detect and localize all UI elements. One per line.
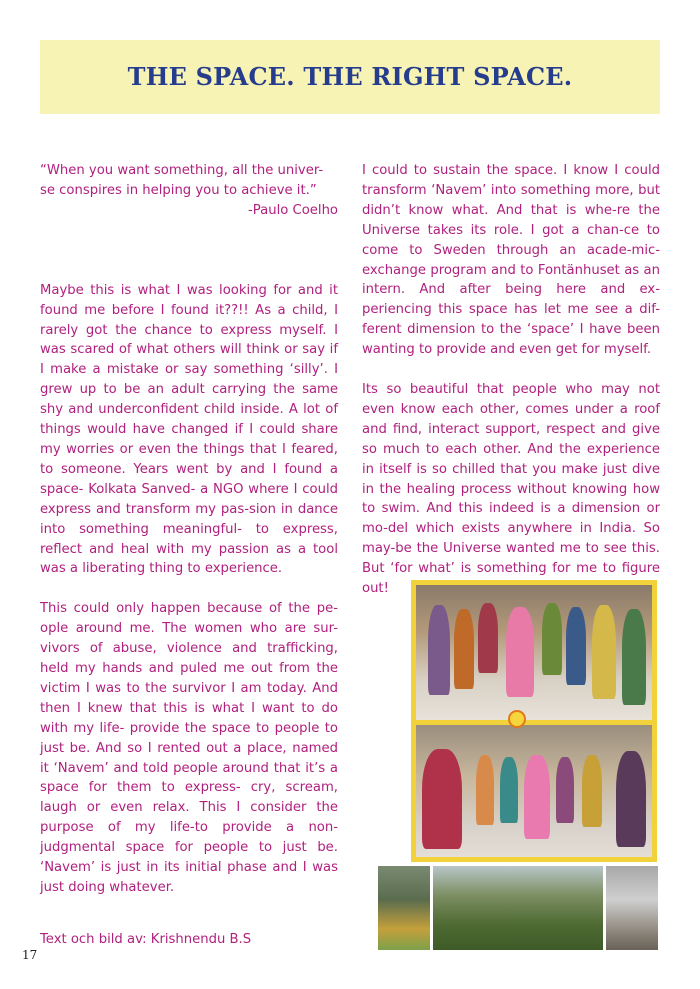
photo-collage (411, 580, 657, 862)
right-column (362, 161, 660, 360)
portrait-photo (378, 866, 430, 950)
page-title: THE SPACE. THE RIGHT SPACE. (127, 62, 573, 91)
logo-icon (508, 710, 526, 728)
page-number: 17 (22, 948, 38, 962)
left-paragraph-2: This could only happen because of the pe-ople around me. The women who are sur-vivors of abuse, violence and trafficking, held my hands and puled me out from the victim I was to the survivor I am today. And then I knew that this is what I want to do with my life- provide the space to people to just be. And so I rented out a place, named it ‘Navem’ and told people around that it’s a space for them to express- cry, scream, laugh or even relax. This I consider the purpose of my life-to provide a non-judgmental space for people to just be. ‘Navem’ is just in its initial phase and I was just doing whatever. (40, 601, 338, 895)
left-column (40, 161, 338, 898)
group-photo-bottom (416, 725, 652, 857)
group-photo-top (416, 585, 652, 720)
quote-author: -Paulo Coelho (248, 202, 338, 218)
right-paragraph-1: I could to sustain the space. I know I could transform ‘Navem’ into something more, but didn’t know what. And that is whe-re the Universe takes its role. I got a chan-ce to come to Sweden through an acade-mic-exchange program and to Fontänhuset as an intern. And after being here and ex-periencing this space has let me see a dif-ferent dimension to the ‘space’ I have been wanting to provide and even get for myself. (362, 163, 660, 358)
author-credit: Text och bild av: Krishnendu B.S (40, 932, 252, 947)
quote-line-2: se conspires in helping you to achieve it.” (40, 182, 317, 198)
title-banner (40, 40, 660, 114)
gardening-photo (433, 866, 603, 950)
right-column-lower (362, 380, 660, 599)
quote-line-1: “When you want something, all the univer- (40, 163, 324, 178)
outdoor-photo (606, 866, 658, 950)
quote (40, 161, 338, 221)
right-paragraph-2: Its so beautiful that people who may not even know each other, comes under a roof and find, interact support, respect and give so much to each other. And the experience in itself is so chilled that you make just dive in the healing process without knowing how to swim. And this indeed is a dimension or mo-del which exists anywhere in India. So may-be the Universe wanted me to see this. But ‘for what’ is something for me to figure out! (362, 382, 660, 597)
left-paragraph-1: Maybe this is what I was looking for and it found me before I found it??!! As a child, I rarely got the chance to express myself. I was scared of what others will think or say if I make a mistake or say something ‘silly’. I grew up to be an adult carrying the same shy and underconfident child inside. A lot of things would have changed if I could share my worries or even the things that I feared, to someone. Years went by and I found a space- Kolkata Sanved- a NGO where I could express and transform my pas-sion in dance into something meaningful- to express, reflect and heal with my passion as a tool was a liberating thing to experience. (40, 282, 338, 577)
